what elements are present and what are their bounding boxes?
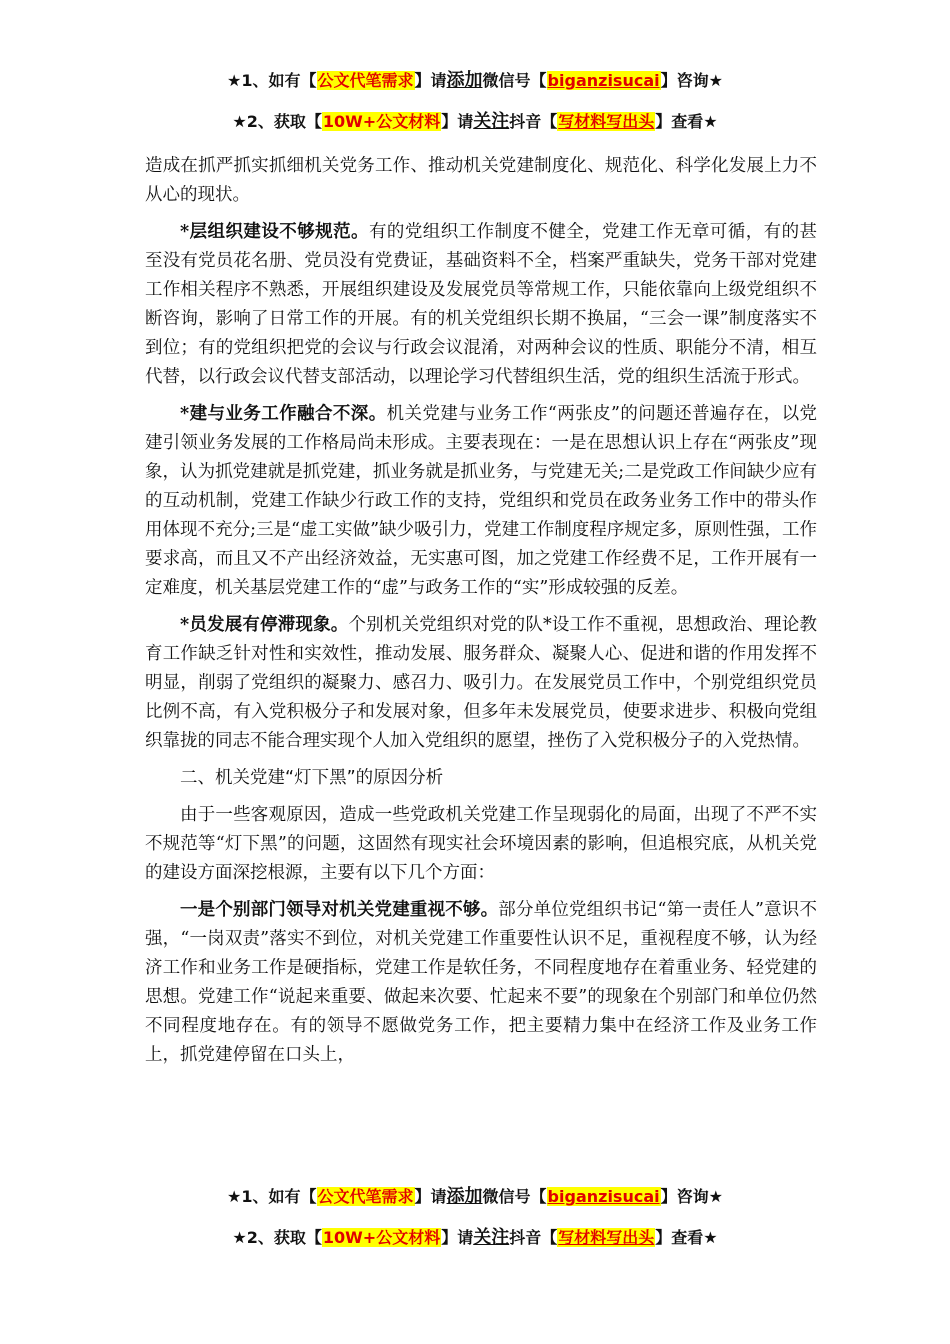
paragraph-text: 机关党建与业务工作“两张皮”的问题还普遍存在，以党建引领业务发展的工作格局尚未形成。主要表现在：一是在思想认识上存在“两张皮”现象，认为抓党建就是抓党建，抓业务就是抓业务，与党建无关;二是党政工作间缺少应有的互动机制，党建工作缺少行政工作的支持，党组织和党员在政务业务工作中的带头作用体现不充分;三是“虚工实做”缺少吸引力，党建工作制度程序规定多，原则性强，工作要求高，而且又不产出经济效益，无实惠可图，加之党建工作经费不足，工作开展有一定难度，机关基层党建工作的“虚”与政务工作的“实”形成较强的反差。 (145, 404, 817, 598)
banner-text: 】查看★ (655, 112, 718, 131)
banner-highlight: 公文代笔需求 (317, 71, 414, 90)
paragraph-lead: *层组织建设不够规范。 (180, 222, 369, 242)
paragraph (145, 218, 817, 392)
banner-highlight: 10W+公文材料 (322, 112, 441, 131)
bottom-banner-line-2 (0, 1227, 950, 1249)
top-banner-line-2 (0, 111, 950, 133)
banner-text: 】咨询★ (660, 1187, 723, 1206)
banner-text: ★1、如有【 (227, 1187, 317, 1206)
paragraph (145, 400, 817, 603)
paragraph: 由于一些客观原因，造成一些党政机关党建工作呈现弱化的局面，出现了不严不实不规范等“灯下黑”的问题，这固然有现实社会环境因素的影响，但追根究底，从机关党的建设方面深挖根源，主要有以下几个方面： (145, 805, 817, 883)
banner-highlight: 10W+公文材料 (322, 1228, 441, 1247)
paragraph-text: 个别机关党组织对党的队*设工作不重视，思想政治、理论教育工作缺乏针对性和实效性，推动发展、服务群众、凝聚人心、促进和谐的作用发挥不明显，削弱了党组织的凝聚力、感召力、吸引力。在发展党员工作中，个别党组织党员比例不高，有入党积极分子和发展对象，但多年未发展党员，使要求进步、积极向党组织靠拢的同志不能合理实现个人加入党组织的愿望，挫伤了入党积极分子的入党热情。 (145, 615, 817, 751)
paragraph-lead: 一是个别部门领导对机关党建重视不够。 (180, 900, 499, 920)
banner-text: 】咨询★ (660, 71, 723, 90)
banner-text: 抖音【 (509, 1228, 558, 1247)
paragraph-lead: *员发展有停滞现象。 (180, 615, 349, 635)
bottom-banner-line-1 (0, 1186, 950, 1208)
banner-text: ★1、如有【 (227, 71, 317, 90)
banner-emphasis: 关注 (473, 111, 510, 132)
section-heading: 二、机关党建“灯下黑”的原因分析 (180, 768, 444, 788)
banner-emphasis: 添加 (446, 70, 483, 91)
banner-douyin-id: 写材料写出头 (558, 112, 655, 131)
banner-text: 抖音【 (509, 112, 558, 131)
banner-text: 微信号【 (482, 71, 547, 90)
banner-text: 】请 (414, 71, 447, 90)
banner-wechat-id: biganzisucai (547, 1187, 660, 1206)
banner-highlight: 公文代笔需求 (317, 1187, 414, 1206)
paragraph: 造成在抓严抓实抓细机关党务工作、推动机关党建制度化、规范化、科学化发展上力不从心的现状。 (145, 156, 817, 205)
banner-emphasis: 关注 (473, 1227, 510, 1248)
banner-text: 微信号【 (482, 1187, 547, 1206)
document-body (145, 152, 817, 1078)
banner-text: 】请 (441, 112, 474, 131)
paragraph (145, 896, 817, 1070)
banner-text: ★2、获取【 (232, 112, 322, 131)
banner-text: 】查看★ (655, 1228, 718, 1247)
top-banner-line-1 (0, 70, 950, 92)
banner-douyin-id: 写材料写出头 (558, 1228, 655, 1247)
banner-text: ★2、获取【 (232, 1228, 322, 1247)
paragraph-text: 部分单位党组织书记“第一责任人”意识不强，“一岗双责”落实不到位，对机关党建工作重要性认识不足，重视程度不够，认为经济工作和业务工作是硬指标，党建工作是软任务，不同程度地存在着重业务、轻党建的思想。党建工作“说起来重要、做起来次要、忙起来不要”的现象在个别部门和单位仍然不同程度地存在。有的领导不愿做党务工作，把主要精力集中在经济工作及业务工作上，抓党建停留在口头上， (145, 900, 817, 1065)
banner-emphasis: 添加 (446, 1186, 483, 1207)
paragraph (145, 611, 817, 756)
banner-wechat-id: biganzisucai (547, 71, 660, 90)
banner-text: 】请 (441, 1228, 474, 1247)
paragraph-lead: *建与业务工作融合不深。 (180, 404, 387, 424)
banner-text: 】请 (414, 1187, 447, 1206)
paragraph-text: 有的党组织工作制度不健全，党建工作无章可循，有的甚至没有党员花名册、党员没有党费证，基础资料不全，档案严重缺失，党务干部对党建工作相关程序不熟悉，开展组织建设及发展党员等常规工作，只能依靠向上级党组织不断咨询，影响了日常工作的开展。有的机关党组织长期不换届，“三会一课”制度落实不到位；有的党组织把党的会议与行政会议混淆，对两种会议的性质、职能分不清，相互代替，以行政会议代替支部活动，以理论学习代替组织生活，党的组织生活流于形式。 (145, 222, 818, 387)
